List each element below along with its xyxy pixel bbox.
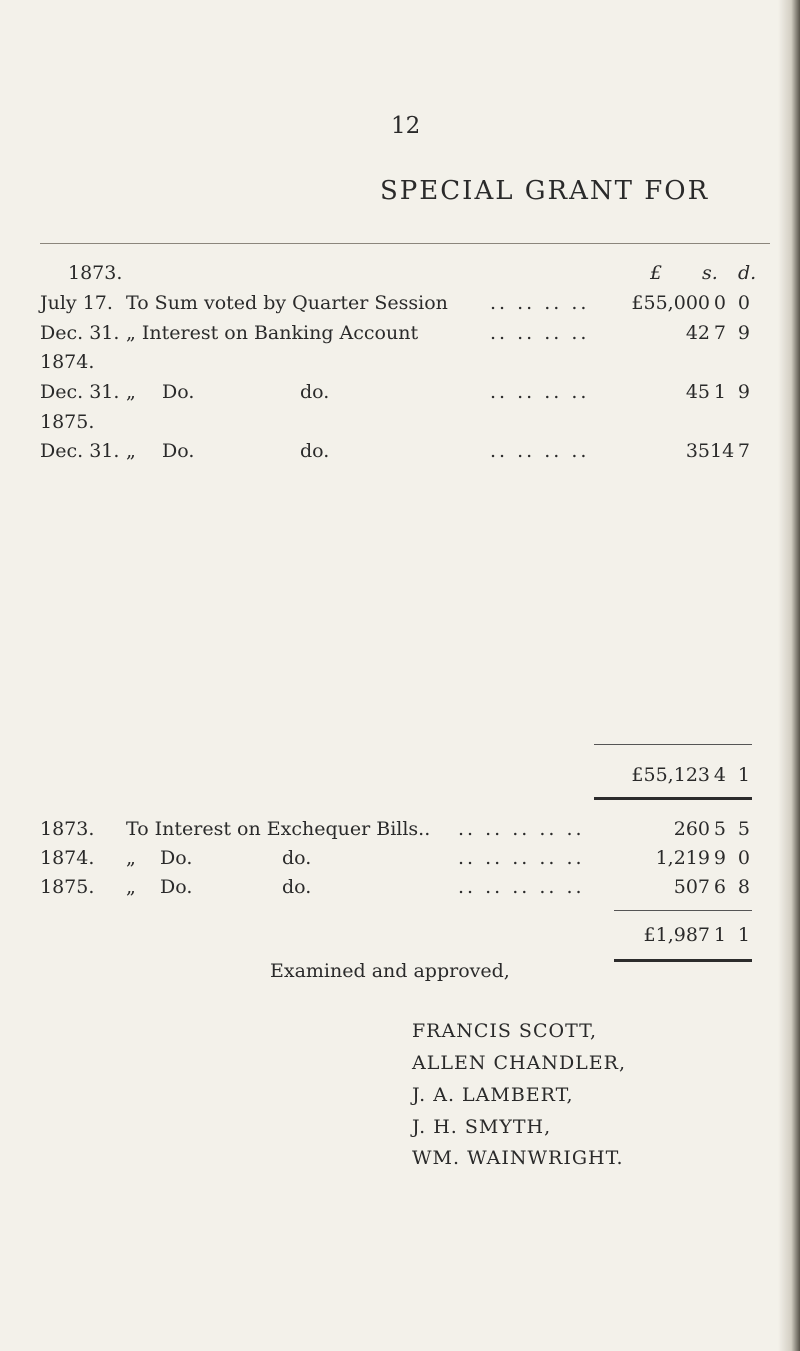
amount-shillings: 6 [713,876,726,898]
total-shillings: 1 [713,924,726,946]
ditto-mark: „ [126,440,136,462]
leader-dots: .. .. .. .. [490,440,590,462]
page-number: 12 [391,113,421,139]
ledger-description: „ Interest on Banking Account [126,322,419,344]
amount-pounds: 45 [685,381,710,403]
ditto-text: Do. [160,876,193,898]
amount-pence: 5 [737,818,750,840]
header-rule [40,243,770,244]
ledger-date: Dec. 31. [40,440,120,462]
ditto-text: Do. [162,381,195,403]
leader-dots: .. .. .. .. [490,292,590,314]
year-header: 1873. [68,262,123,284]
total-pounds: £55,123 [631,764,710,786]
ditto-text: do. [282,847,312,869]
total-rule-double [614,959,752,962]
ditto-text: Do. [160,847,193,869]
ledger-description: To Sum voted by Quarter Session [126,292,448,314]
ledger-date: Dec. 31. [40,322,120,344]
leader-dots: .. .. .. .. .. [458,847,585,869]
amount-pounds: 35 [685,440,710,462]
total-shillings: 4 [713,764,726,786]
amount-pence: 9 [737,381,750,403]
signatory-name: J. A. LAMBERT, [412,1084,574,1106]
signatory-name: WM. WAINWRIGHT. [412,1147,624,1169]
ditto-text: do. [300,440,330,462]
shillings-header: s. [702,262,718,284]
ditto-text: do. [282,876,312,898]
ledger-year: 1875. [40,876,95,898]
leader-dots: .. .. .. .. .. [458,818,585,840]
total-pounds: £1,987 [643,924,710,946]
ledger-year: 1875. [40,411,95,433]
ledger-date: July 17. [40,292,113,314]
amount-shillings: 9 [713,847,726,869]
pence-header: d. [738,262,757,284]
amount-pence: 8 [737,876,750,898]
page-title: SPECIAL GRANT FOR [380,176,710,206]
leader-dots: .. .. .. .. [490,322,590,344]
leader-dots: .. .. .. .. .. [458,876,585,898]
signatory-name: FRANCIS SCOTT, [412,1020,598,1042]
amount-pounds: 42 [685,322,710,344]
ledger-year: 1873. [40,818,95,840]
leader-dots: .. .. .. .. [490,381,590,403]
ledger-year: 1874. [40,847,95,869]
amount-pence: 0 [737,847,750,869]
ledger-description: To Interest on Exchequer Bills.. [126,818,431,840]
ditto-text: do. [300,381,330,403]
amount-pounds: 1,219 [655,847,710,869]
total-rule-top [594,744,752,745]
amount-shillings: 5 [713,818,726,840]
amount-shillings: 1 [713,381,726,403]
ditto-mark: „ [126,876,136,898]
amount-shillings: 14 [710,440,735,462]
amount-pence: 7 [737,440,750,462]
ditto-text: Do. [162,440,195,462]
total-pence: 1 [737,764,750,786]
amount-pounds: 260 [673,818,710,840]
examined-note: Examined and approved, [270,960,510,982]
signatory-name: J. H. SMYTH, [412,1116,552,1138]
ledger-date: Dec. 31. [40,381,120,403]
ledger-year: 1874. [40,351,95,373]
ditto-mark: „ [126,381,136,403]
amount-pence: 9 [737,322,750,344]
amount-pounds: £55,000 [631,292,710,314]
signatory-name: ALLEN CHANDLER, [412,1052,627,1074]
amount-shillings: 0 [713,292,726,314]
pounds-header: £ [650,262,663,284]
amount-pence: 0 [737,292,750,314]
amount-shillings: 7 [713,322,726,344]
total-rule-double [594,797,752,800]
ditto-mark: „ [126,847,136,869]
page-edge-shadow [778,0,800,1351]
total-pence: 1 [737,924,750,946]
amount-pounds: 507 [673,876,710,898]
total-rule-top [614,910,752,911]
